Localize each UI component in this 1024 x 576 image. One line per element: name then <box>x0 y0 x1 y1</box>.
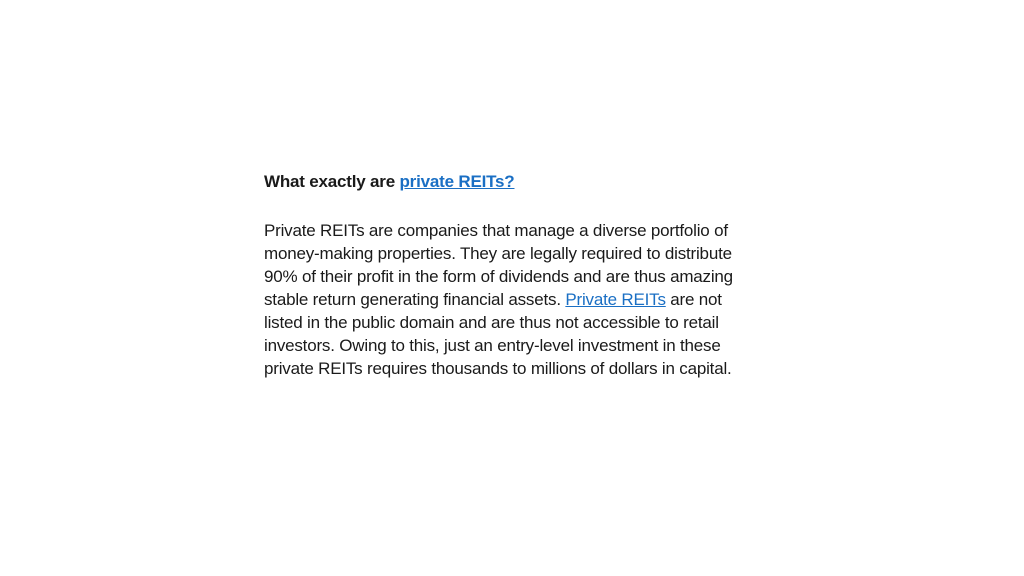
paragraph-text-end: are not listed in the public domain and are thus not accessible to retail investors. Owing to this, just an entry-level investment in these private REITs requires thousands to millions of dollars in capital. <box>264 290 732 378</box>
article-content <box>264 170 764 380</box>
paragraph-text-start: Private REITs are companies that manage a diverse portfolio of money-making properties. They are legally required to distribute 90% of their profit in the form of dividends and are thus amazing stable return generating financial assets. <box>264 221 733 309</box>
heading-private-reits-link[interactable]: private REITs? <box>399 172 515 191</box>
heading-prefix: What exactly are <box>264 172 400 191</box>
private-reits-link[interactable]: Private REITs <box>565 290 666 309</box>
article-paragraph <box>264 219 764 380</box>
article-heading <box>264 170 764 194</box>
